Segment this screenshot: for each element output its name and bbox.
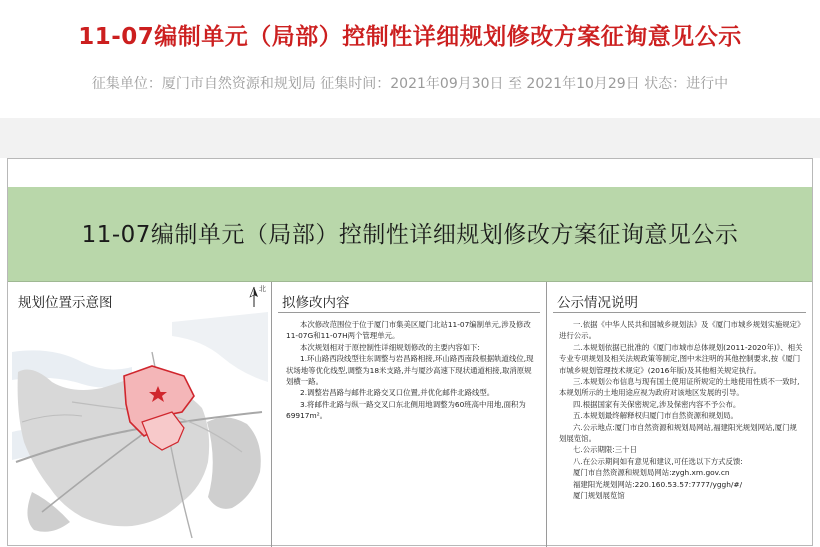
publicity-divider bbox=[553, 312, 806, 313]
modification-heading: 拟修改内容 bbox=[282, 295, 350, 311]
north-label: 北 bbox=[259, 285, 266, 293]
publicity-item: 四.根据国家有关保密规定,涉及保密内容不予公布。 bbox=[573, 399, 741, 409]
publicity-item: 八.在公示期间如有意见和建议,可任选以下方式反馈: bbox=[573, 456, 743, 466]
publicity-item: 厦门规划展览馆 bbox=[573, 491, 625, 501]
publicity-item: 七.公示期限:三十日 bbox=[573, 445, 637, 455]
publicity-item: 一.依据《中华人民共和国城乡规划法》及《厦门市城乡规划实施规定》进行公示。 bbox=[559, 320, 801, 341]
map-heading: 规划位置示意图 bbox=[18, 295, 113, 311]
location-map bbox=[12, 312, 268, 544]
notice-board bbox=[7, 158, 813, 546]
publicity-item: 福建阳光规划网站:220.160.53.57:7777/yggh/#/ bbox=[573, 479, 743, 489]
publicity-panel bbox=[547, 282, 812, 547]
modification-paragraph: 本次规划相对于原控制性详细规划修改的主要内容如下: bbox=[300, 342, 480, 352]
publicity-item: 六.公示地点:厦门市自然资源和规划局网站,福建阳光规划网站,厦门规划展览馆。 bbox=[559, 422, 797, 444]
publicity-item: 五.本规划最终解释权归厦门市自然资源和规划局。 bbox=[573, 411, 738, 421]
board-top-strip bbox=[8, 159, 812, 188]
publicity-heading: 公示情况说明 bbox=[557, 295, 638, 311]
modification-paragraph: 2.调整岩昌路与邮件北路交叉口位置,并优化邮件北路线型。 bbox=[300, 388, 495, 398]
modification-panel bbox=[272, 282, 547, 547]
publicity-item: 厦门市自然资源和规划局网站:zygh.xm.gov.cn bbox=[573, 468, 730, 478]
modification-paragraph: 1.环山路西段线型往东调整与岩昌路相接,环山路西南段根据轨道线位,现状场地等优化线型,调整为18米支路,并与厦沙高速下现状通道相接,取消原规划横一路。 bbox=[286, 354, 534, 387]
modification-divider bbox=[278, 312, 540, 313]
modification-text bbox=[286, 319, 536, 422]
separator-band bbox=[0, 118, 820, 158]
publicity-item: 三.本规划公布信息与现有国土使用证所规定的土地使用性质不一致时,本规划所示的土地用途应视为政府对该地区发展的引导。 bbox=[559, 377, 800, 398]
location-map-panel bbox=[8, 282, 272, 547]
board-title: 11-07编制单元（局部）控制性详细规划修改方案征询意见公示 bbox=[81, 222, 739, 248]
publicity-item: 二.本规划依据已批准的《厦门市城市总体规划(2011-2020年)》、相关专业专项规划及相关法规政策等制定,图中未注明的其他控制要求,按《厦门市城乡规划管理技术规定》(2016年版)及其他相关规定执行。 bbox=[559, 342, 803, 375]
modification-paragraph: 本次修改范围位于位于厦门市集美区厦门北站11-07编制单元,涉及修改11-07G和11-07H两个管理单元。 bbox=[286, 320, 531, 341]
modification-paragraph: 3.将邮件北路与纵一路交叉口东北侧用地调整为60班高中用地,面积为69917m²。 bbox=[286, 399, 526, 421]
publicity-text bbox=[559, 319, 803, 502]
notice-meta: 征集单位：厦门市自然资源和规划局 征集时间：2021年09月30日 至 2021年10月29日 状态：进行中 bbox=[91, 76, 729, 92]
page-title: 11-07编制单元（局部）控制性详细规划修改方案征询意见公示 bbox=[78, 24, 742, 50]
